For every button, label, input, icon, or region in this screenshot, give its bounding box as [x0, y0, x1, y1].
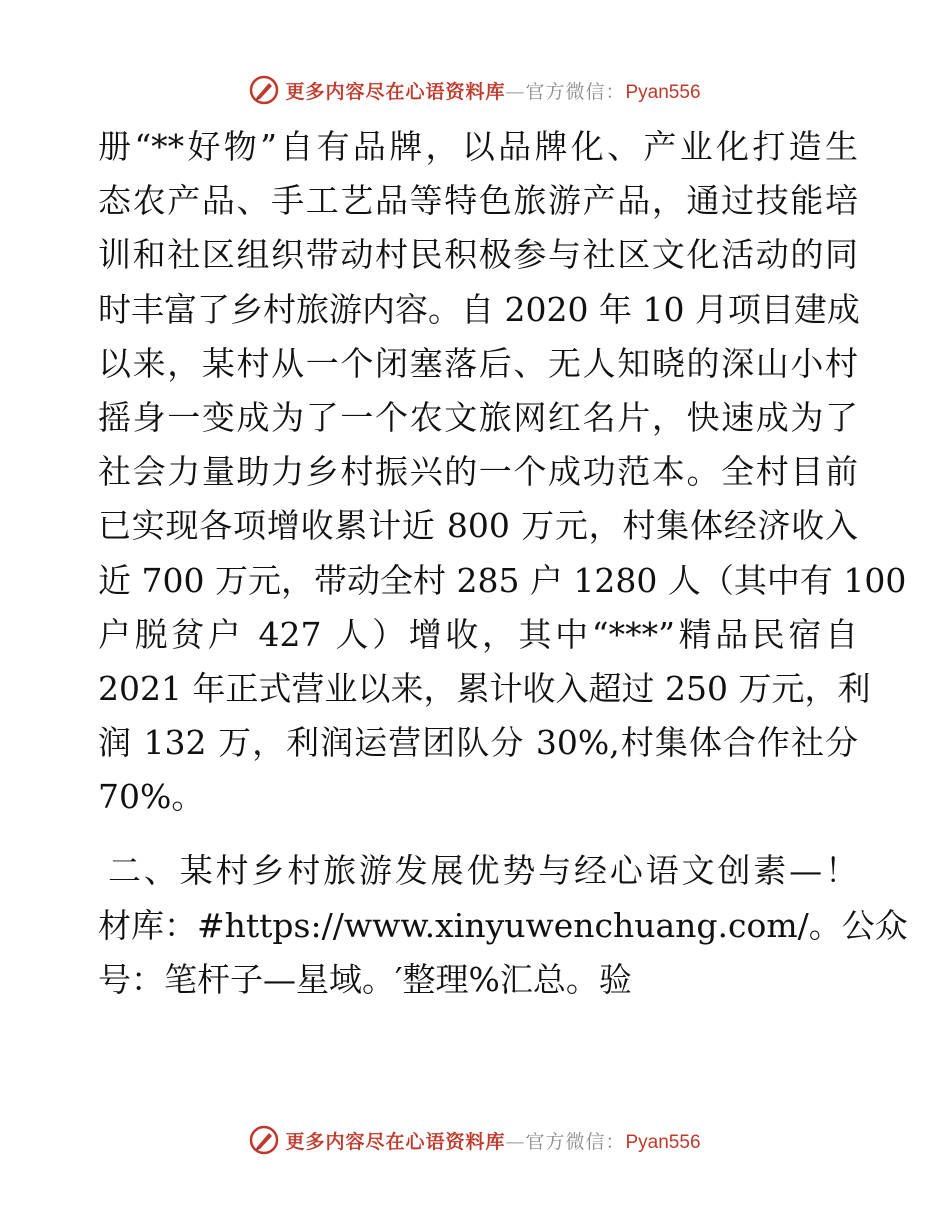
- logo-icon: [249, 1125, 279, 1155]
- paragraph-line: 时丰富了乡村旅游内容。自 2020 年 10 月项目建成: [98, 289, 860, 329]
- section-heading: 二、某村乡村旅游发展优势与经心语文创素—！: [108, 851, 858, 891]
- footer-banner-text: [285, 1127, 700, 1154]
- paragraph-line: 70%。: [98, 777, 205, 817]
- document-body: [98, 120, 908, 1007]
- paragraph-line: 态农产品、手工艺品等特色旅游产品，通过技能培: [98, 181, 858, 221]
- paragraph-line: 2021 年正式营业以来，累计收入超过 250 万元，利: [98, 668, 871, 708]
- footer-banner: [0, 1120, 950, 1160]
- banner-wechat-id: Pyan556: [625, 1131, 701, 1153]
- banner-main-text: 更多内容尽在心语资料库: [285, 80, 506, 103]
- section-line: 号：笔杆子—星域。′整理%汇总。验: [98, 959, 632, 999]
- paragraph-line: 册“**好物”自有品牌，以品牌化、产业化打造生: [98, 127, 858, 166]
- header-banner-text: [285, 77, 700, 104]
- header-banner: [0, 70, 950, 110]
- paragraph-line: 社会力量助力乡村振兴的一个成功范本。全村目前: [98, 452, 858, 492]
- paragraph-line: 已实现各项增收累计近 800 万元，村集体经济收入: [98, 506, 858, 546]
- paragraph-line: 以来，某村从一个闭塞落后、无人知晓的深山小村: [98, 343, 858, 383]
- banner-main-text: 更多内容尽在心语资料库: [285, 1130, 506, 1153]
- banner-wechat-label: 官方微信：: [525, 1130, 626, 1153]
- banner-separator: —: [505, 1130, 526, 1153]
- paragraph-line: 户脱贫户 427 人）增收，其中“***”精品民宿自: [98, 614, 858, 654]
- paragraph-line: 训和社区组织带动村民积极参与社区文化活动的同: [98, 235, 858, 275]
- paragraph-line: 润 132 万，利润运营团队分 30%,村集体合作社分: [98, 723, 858, 763]
- paragraph-line: 近 700 万元，带动全村 285 户 1280 人（其中有 100: [98, 560, 907, 600]
- banner-wechat-id: Pyan556: [625, 81, 701, 103]
- paragraph-line: 摇身一变成为了一个农文旅网红名片，快速成为了: [98, 397, 858, 437]
- section-line: 材库：#https://www.xinyuwenchuang.com/。公众: [98, 905, 908, 945]
- banner-separator: —: [505, 80, 526, 103]
- banner-wechat-label: 官方微信：: [525, 80, 626, 103]
- paragraph-gap: [98, 824, 858, 844]
- logo-icon: [249, 75, 279, 105]
